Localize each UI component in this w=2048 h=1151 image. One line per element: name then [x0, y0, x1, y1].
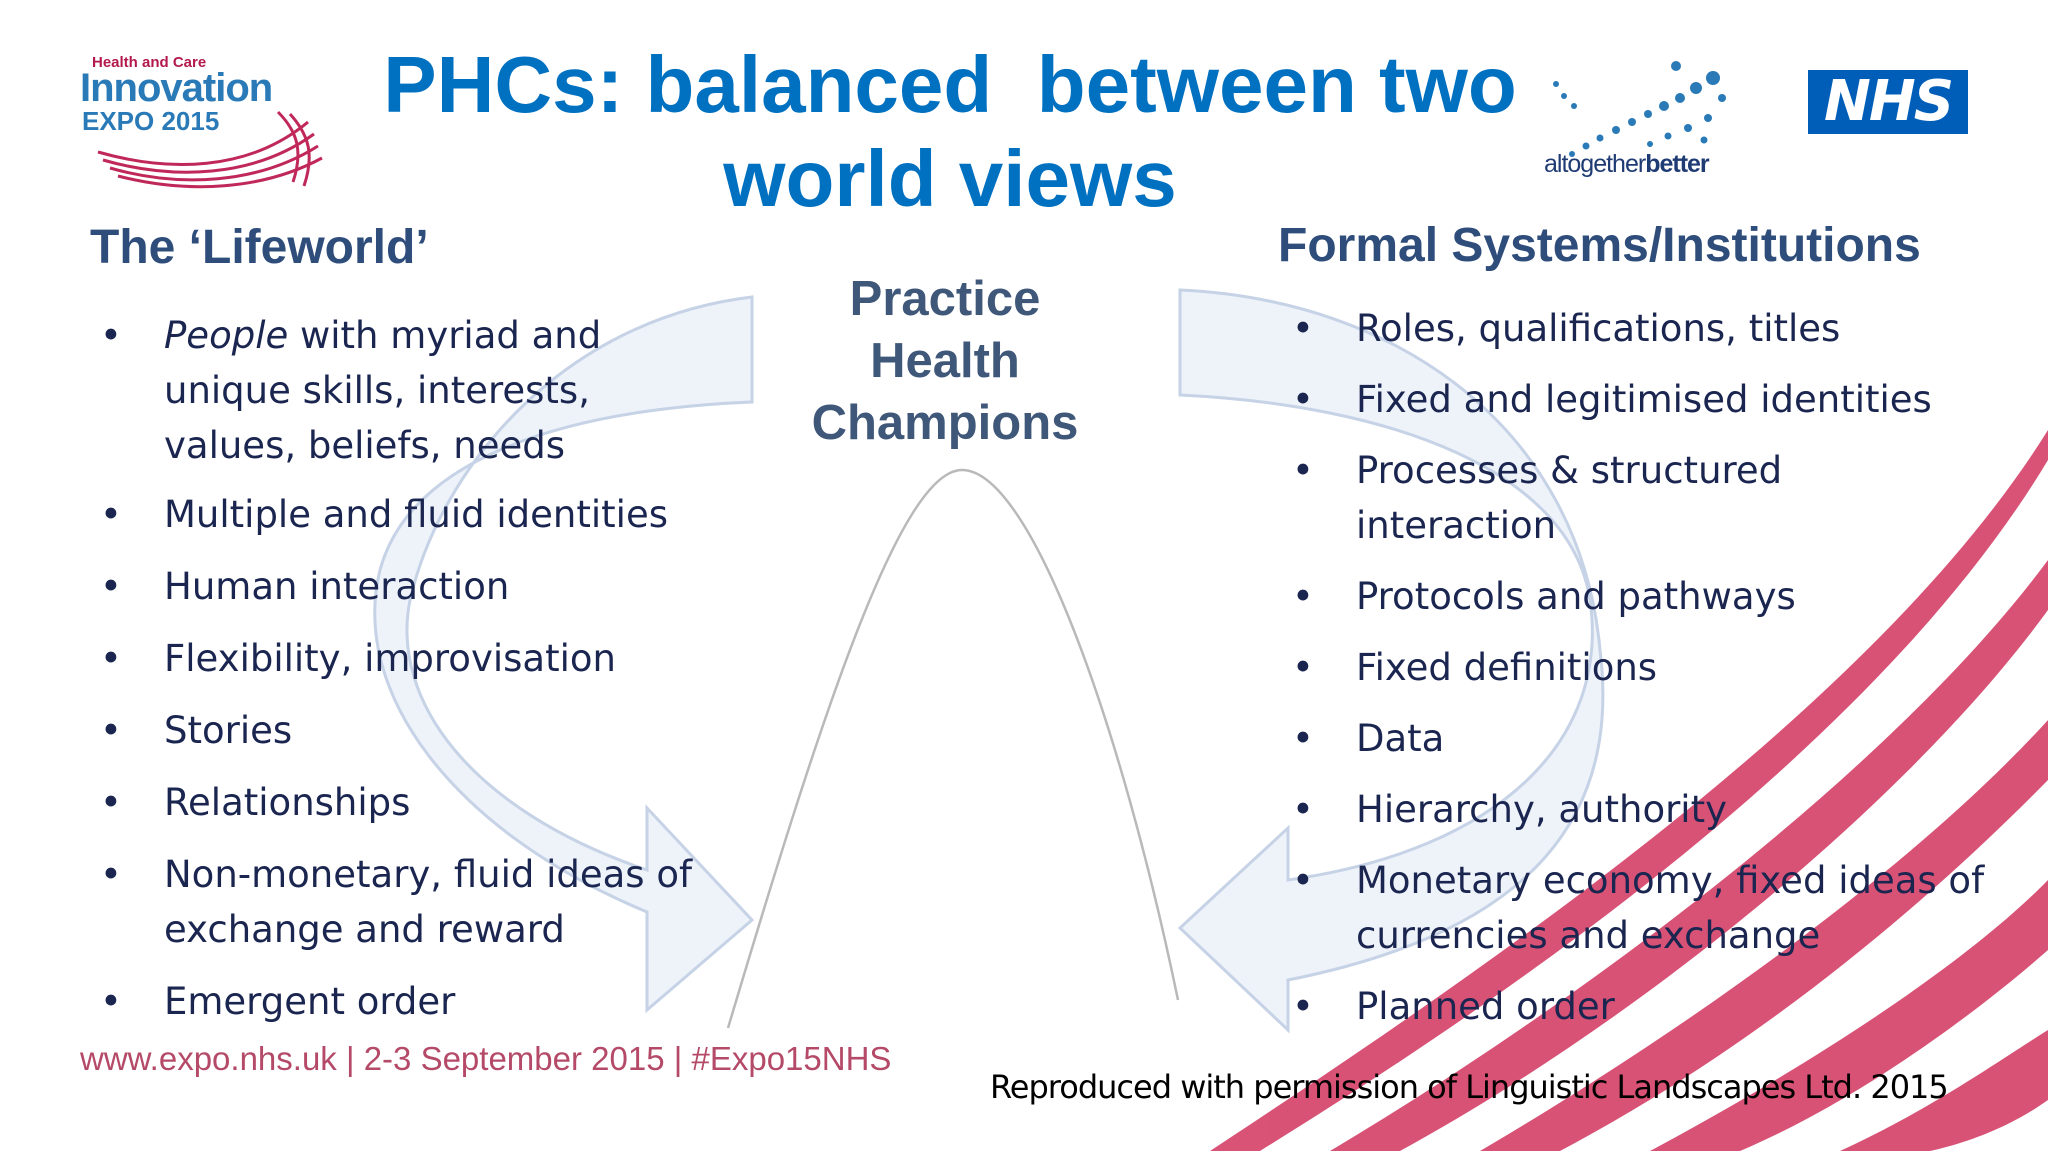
- list-item: • Emergent order: [90, 974, 730, 1029]
- list-item: • Human interaction: [90, 559, 730, 614]
- list-item: • Relationships: [90, 775, 730, 830]
- permission-credit: Reproduced with permission of Linguistic Landscapes Ltd. 2015: [990, 1068, 1948, 1106]
- left-column-heading: The ‘Lifeworld’: [90, 221, 429, 274]
- list-item: • Hierarchy, authority: [1282, 782, 2022, 837]
- list-item: [90, 308, 730, 473]
- list-item: • Fixed and legitimised identities: [1282, 372, 2022, 427]
- list-item: • Non-monetary, fluid ideas of exchange and reward: [90, 847, 734, 957]
- nhs-logo: NHS: [1808, 70, 1968, 134]
- formal-systems-list: [1282, 301, 2022, 1034]
- lifeworld-list: [90, 308, 730, 1029]
- expo-logo-year-text: EXPO 2015: [82, 106, 220, 136]
- list-item: • Stories: [90, 703, 730, 758]
- center-label-line-2: Health: [870, 334, 1020, 388]
- altogether-light-text: altogether: [1544, 150, 1646, 178]
- list-item-italic: People: [164, 314, 289, 357]
- altogether-better-logo-text: [1544, 150, 1709, 179]
- title-line-1: PHCs: balanced between two: [383, 40, 1517, 129]
- bell-curve: [728, 470, 1178, 1028]
- list-item: • Data: [1282, 711, 2022, 766]
- expo-logo-small-text: Health and Care: [92, 54, 207, 71]
- title-line-2: world views: [723, 134, 1177, 223]
- list-item: • Multiple and fluid identities: [90, 487, 730, 542]
- right-column-heading: Formal Systems/Institutions: [1278, 219, 1921, 272]
- list-item: • Protocols and pathways: [1282, 569, 2022, 624]
- center-label-line-1: Practice: [849, 272, 1041, 326]
- slide-title: [350, 38, 1550, 226]
- list-item: • Flexibility, improvisation: [90, 631, 730, 686]
- center-label: [790, 268, 1100, 454]
- footer-event-info: www.expo.nhs.uk | 2-3 September 2015 | #Expo15NHS: [80, 1040, 892, 1077]
- list-item-text: with myriad and unique skills, interests, values, beliefs, needs: [164, 314, 602, 467]
- altogether-bold-text: better: [1645, 150, 1709, 178]
- center-label-line-3: Champions: [811, 396, 1079, 450]
- list-item: • Processes & structured interaction: [1282, 443, 1876, 553]
- list-item: • Planned order: [1282, 979, 2022, 1034]
- list-item: • Roles, qualifications, titles: [1282, 301, 2022, 356]
- list-item: • Fixed definitions: [1282, 640, 2022, 695]
- list-item: • Monetary economy, fixed ideas of currencies and exchange: [1282, 853, 2022, 963]
- expo-logo-main-text: Innovation: [80, 66, 273, 110]
